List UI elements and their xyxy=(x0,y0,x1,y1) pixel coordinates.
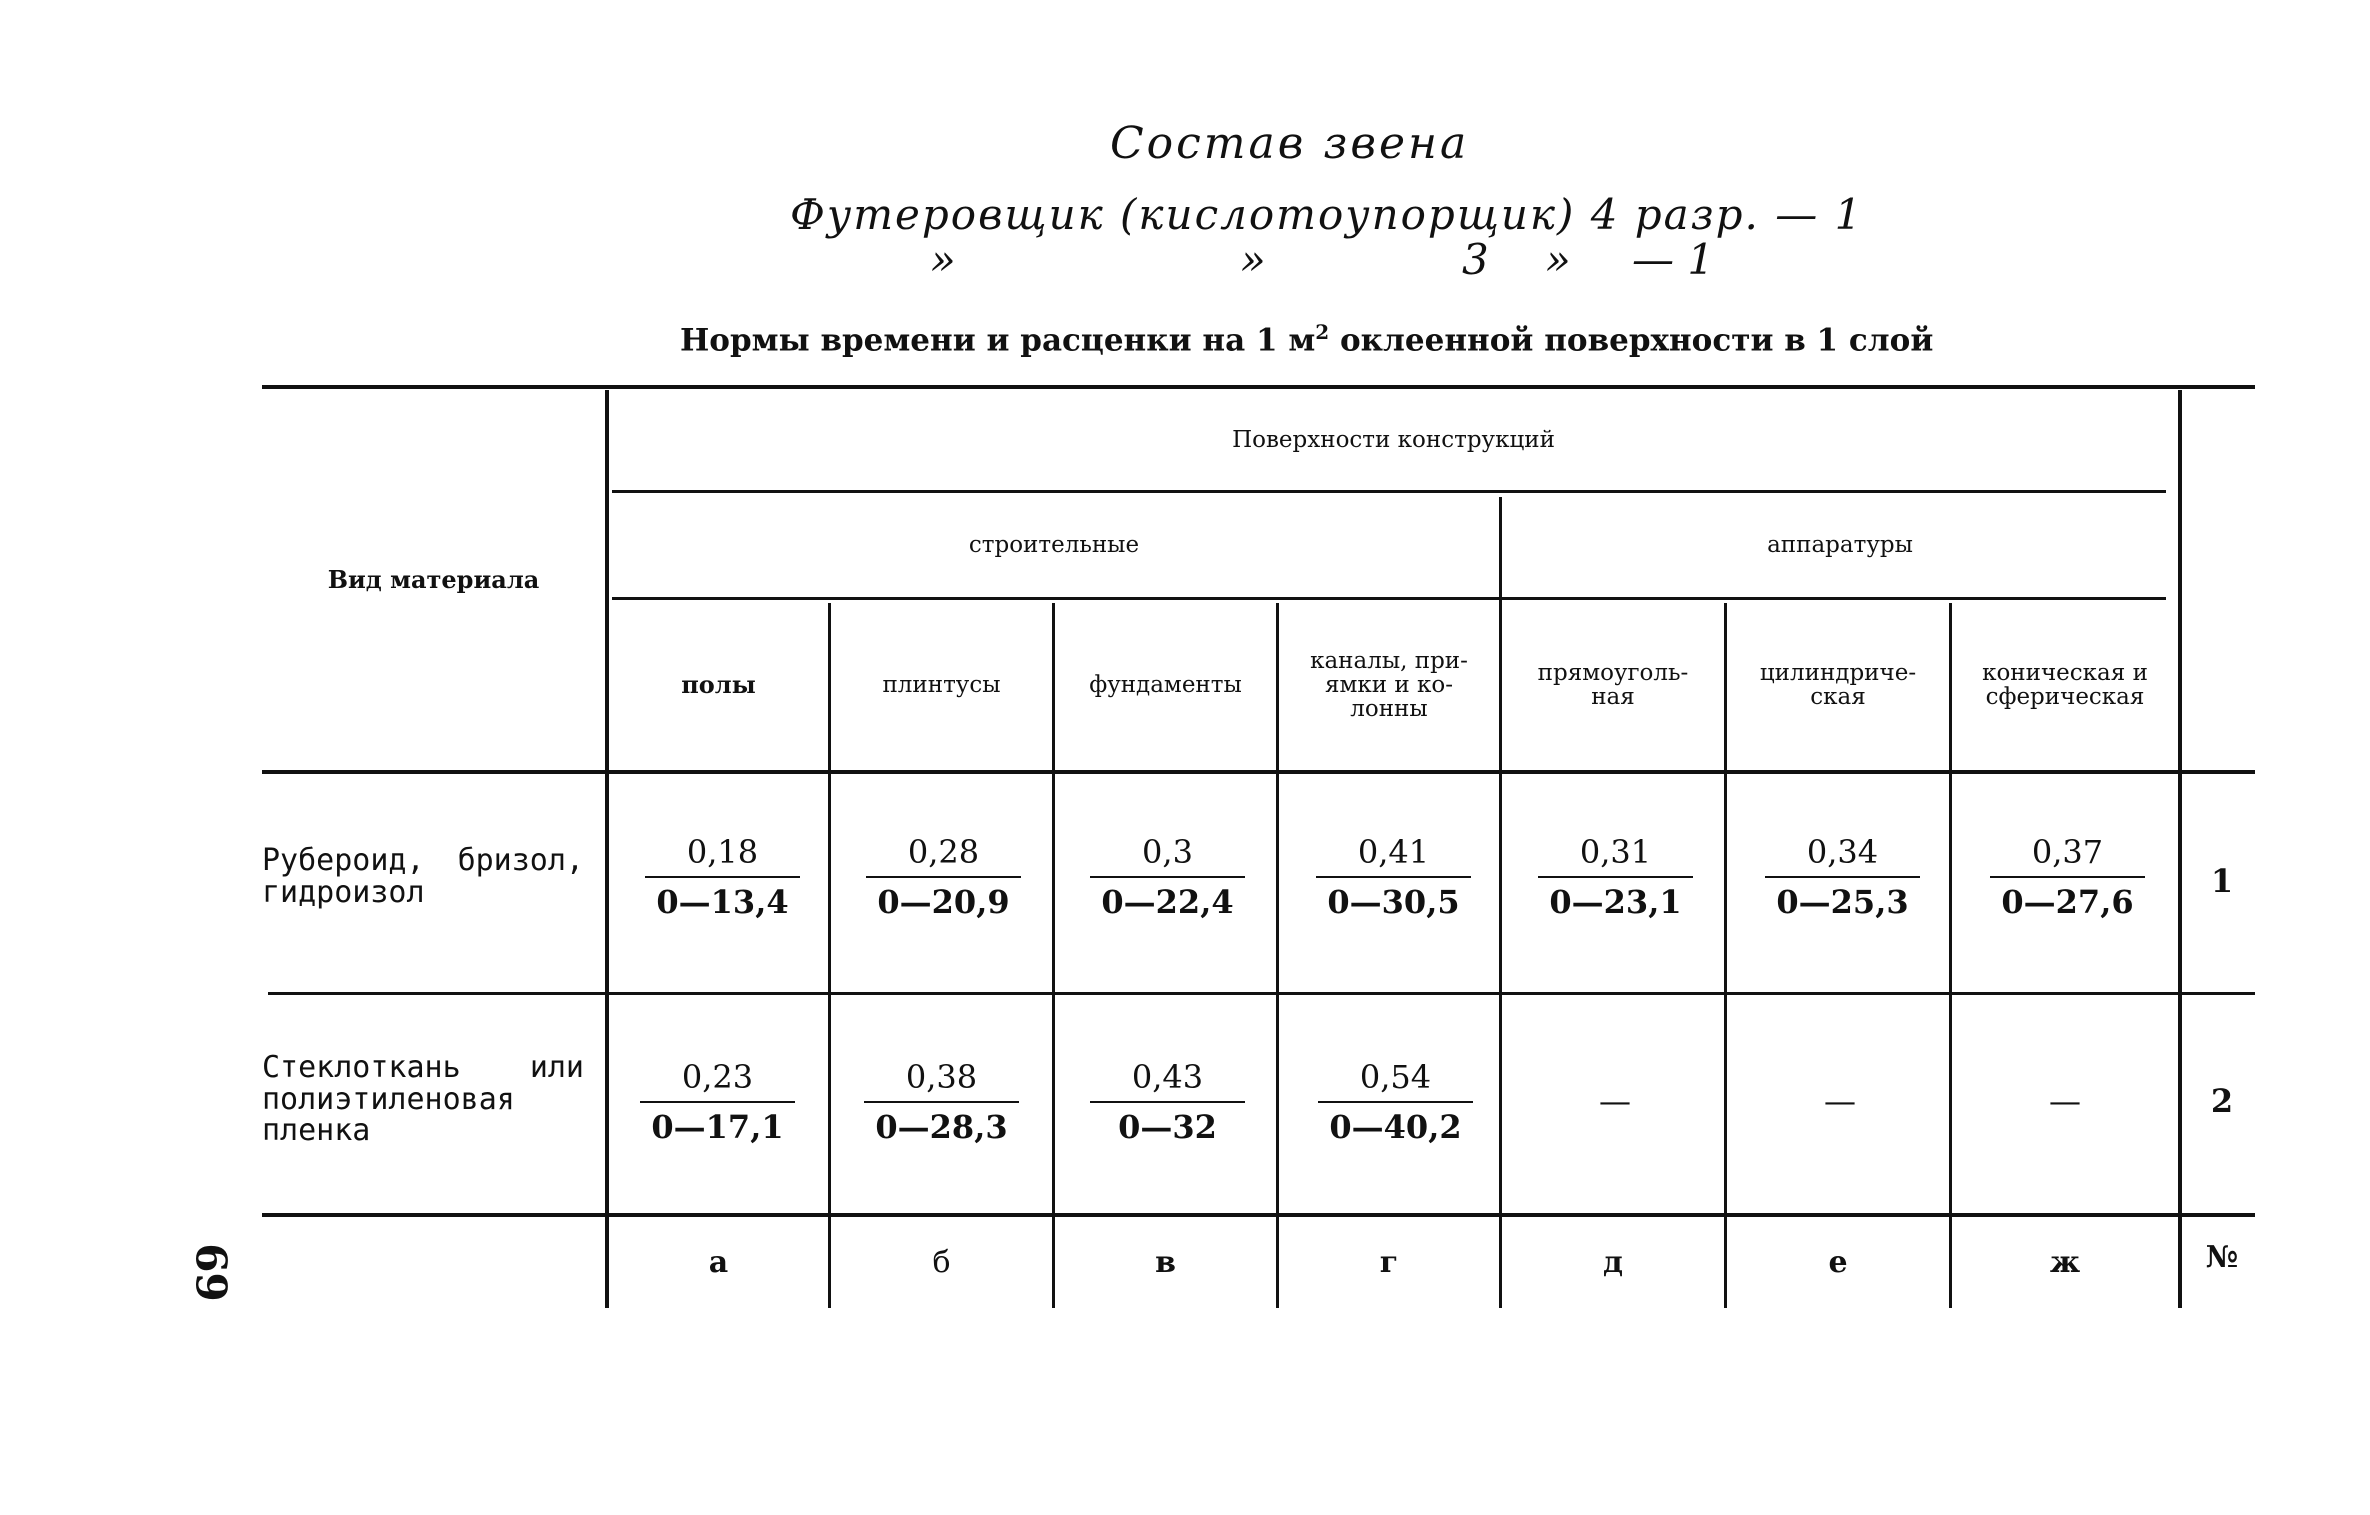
table-cell xyxy=(1538,830,1693,924)
time-norm: 0,37 xyxy=(2031,833,2104,871)
empty-cell-dash: — xyxy=(1599,1082,1631,1120)
crew-grade: 3 xyxy=(1462,235,1489,284)
page-title: Состав звена xyxy=(1110,118,1470,169)
row-2-material xyxy=(262,1052,584,1147)
subtitle-text: Нормы времени и расценки на 1 м xyxy=(680,322,1316,359)
table-cell xyxy=(1090,830,1245,924)
material-column-header: Вид материала xyxy=(327,565,540,595)
ditto-mark: » xyxy=(1240,235,1266,284)
header-divider xyxy=(612,490,2166,493)
table-cell xyxy=(864,1055,1019,1149)
row-divider xyxy=(262,1213,2255,1217)
time-norm: 0,31 xyxy=(1579,833,1652,871)
column-letter: е xyxy=(1828,1245,1848,1280)
material-text: гидроизол xyxy=(262,874,425,910)
material-text: Стеклоткань xyxy=(262,1050,461,1085)
crew-composition-line-1: Футеровщик (кислотоупорщик) 4 разр. — 1 xyxy=(790,190,1864,239)
header-bottom-rule xyxy=(262,770,2255,774)
time-norm: 0,43 xyxy=(1131,1058,1204,1096)
time-norm: 0,41 xyxy=(1357,833,1430,871)
column-header-floors: полы xyxy=(681,670,756,700)
table-cell xyxy=(1316,830,1471,924)
table-cell xyxy=(645,830,800,924)
table-cell xyxy=(1765,830,1920,924)
rate: 0—27,6 xyxy=(2001,883,2134,921)
rate: 0—23,1 xyxy=(1549,883,1682,921)
column-header-conical: коническая и сферическая xyxy=(1982,659,2148,710)
column-header-plinths: плинтусы xyxy=(882,671,1001,698)
table-top-rule xyxy=(262,385,2255,389)
time-norm: 0,38 xyxy=(905,1058,978,1096)
material-text: бризол, xyxy=(457,843,584,878)
group-apparatus-header: аппаратуры xyxy=(1767,531,1913,558)
rate: 0—13,4 xyxy=(656,883,789,921)
table-cell xyxy=(1990,830,2145,924)
column-header-rectangular: прямоуголь- ная xyxy=(1537,659,1689,710)
rate: 0—22,4 xyxy=(1101,883,1234,921)
material-text: пленка xyxy=(262,1113,371,1148)
rate: 0—32 xyxy=(1118,1108,1217,1146)
column-letter: в xyxy=(1155,1245,1176,1280)
crew-count: — 1 xyxy=(1632,235,1715,284)
column-header-cylindrical: цилиндриче- ская xyxy=(1759,659,1917,710)
crew-composition-line-2 xyxy=(0,235,2370,285)
row-divider xyxy=(268,992,2255,995)
rate: 0—25,3 xyxy=(1776,883,1909,921)
time-norm: 0,23 xyxy=(681,1058,754,1096)
table-cell xyxy=(1318,1055,1473,1149)
empty-cell-dash: — xyxy=(1824,1082,1856,1120)
column-letter: ж xyxy=(2049,1245,2081,1280)
table-cell xyxy=(866,830,1021,924)
rate: 0—20,9 xyxy=(877,883,1010,921)
material-text: или xyxy=(529,1050,584,1085)
ditto-mark: » xyxy=(930,235,956,284)
column-header-foundations: фундаменты xyxy=(1089,671,1242,698)
surfaces-header: Поверхности конструкций xyxy=(1232,426,1555,453)
column-letter: г xyxy=(1379,1245,1399,1280)
row-number: 1 xyxy=(2210,862,2234,900)
ditto-mark: » xyxy=(1545,235,1571,284)
subtitle-text-end: оклеенной поверхности в 1 слой xyxy=(1329,322,1934,359)
rate: 0—40,2 xyxy=(1329,1108,1462,1146)
time-norm: 0,3 xyxy=(1142,833,1193,871)
table-subtitle xyxy=(680,320,1933,358)
column-header-channels: каналы, при- ямки и ко- лонны xyxy=(1310,647,1468,723)
column-letter: б xyxy=(932,1245,951,1280)
group-building-header: строительные xyxy=(968,531,1140,558)
empty-cell-dash: — xyxy=(2049,1082,2081,1120)
rate: 0—17,1 xyxy=(651,1108,784,1146)
time-norm: 0,34 xyxy=(1806,833,1879,871)
number-column-header: № xyxy=(2205,1240,2239,1275)
rate: 0—28,3 xyxy=(875,1108,1008,1146)
column-letter: а xyxy=(708,1245,729,1280)
table-cell xyxy=(1090,1055,1245,1149)
subtitle-superscript: 2 xyxy=(1315,320,1330,344)
row-number: 2 xyxy=(2210,1082,2234,1120)
time-norm: 0,54 xyxy=(1359,1058,1432,1096)
row-1-material xyxy=(262,845,584,908)
time-norm: 0,18 xyxy=(686,833,759,871)
column-letter: д xyxy=(1603,1245,1623,1280)
material-text: Рубероид, xyxy=(262,843,425,878)
rate: 0—30,5 xyxy=(1327,883,1460,921)
time-norm: 0,28 xyxy=(907,833,980,871)
page-number: 69 xyxy=(186,1243,236,1302)
column-divider xyxy=(2178,390,2182,1308)
table-cell xyxy=(640,1055,795,1149)
material-text: полиэтиленовая xyxy=(262,1081,515,1117)
